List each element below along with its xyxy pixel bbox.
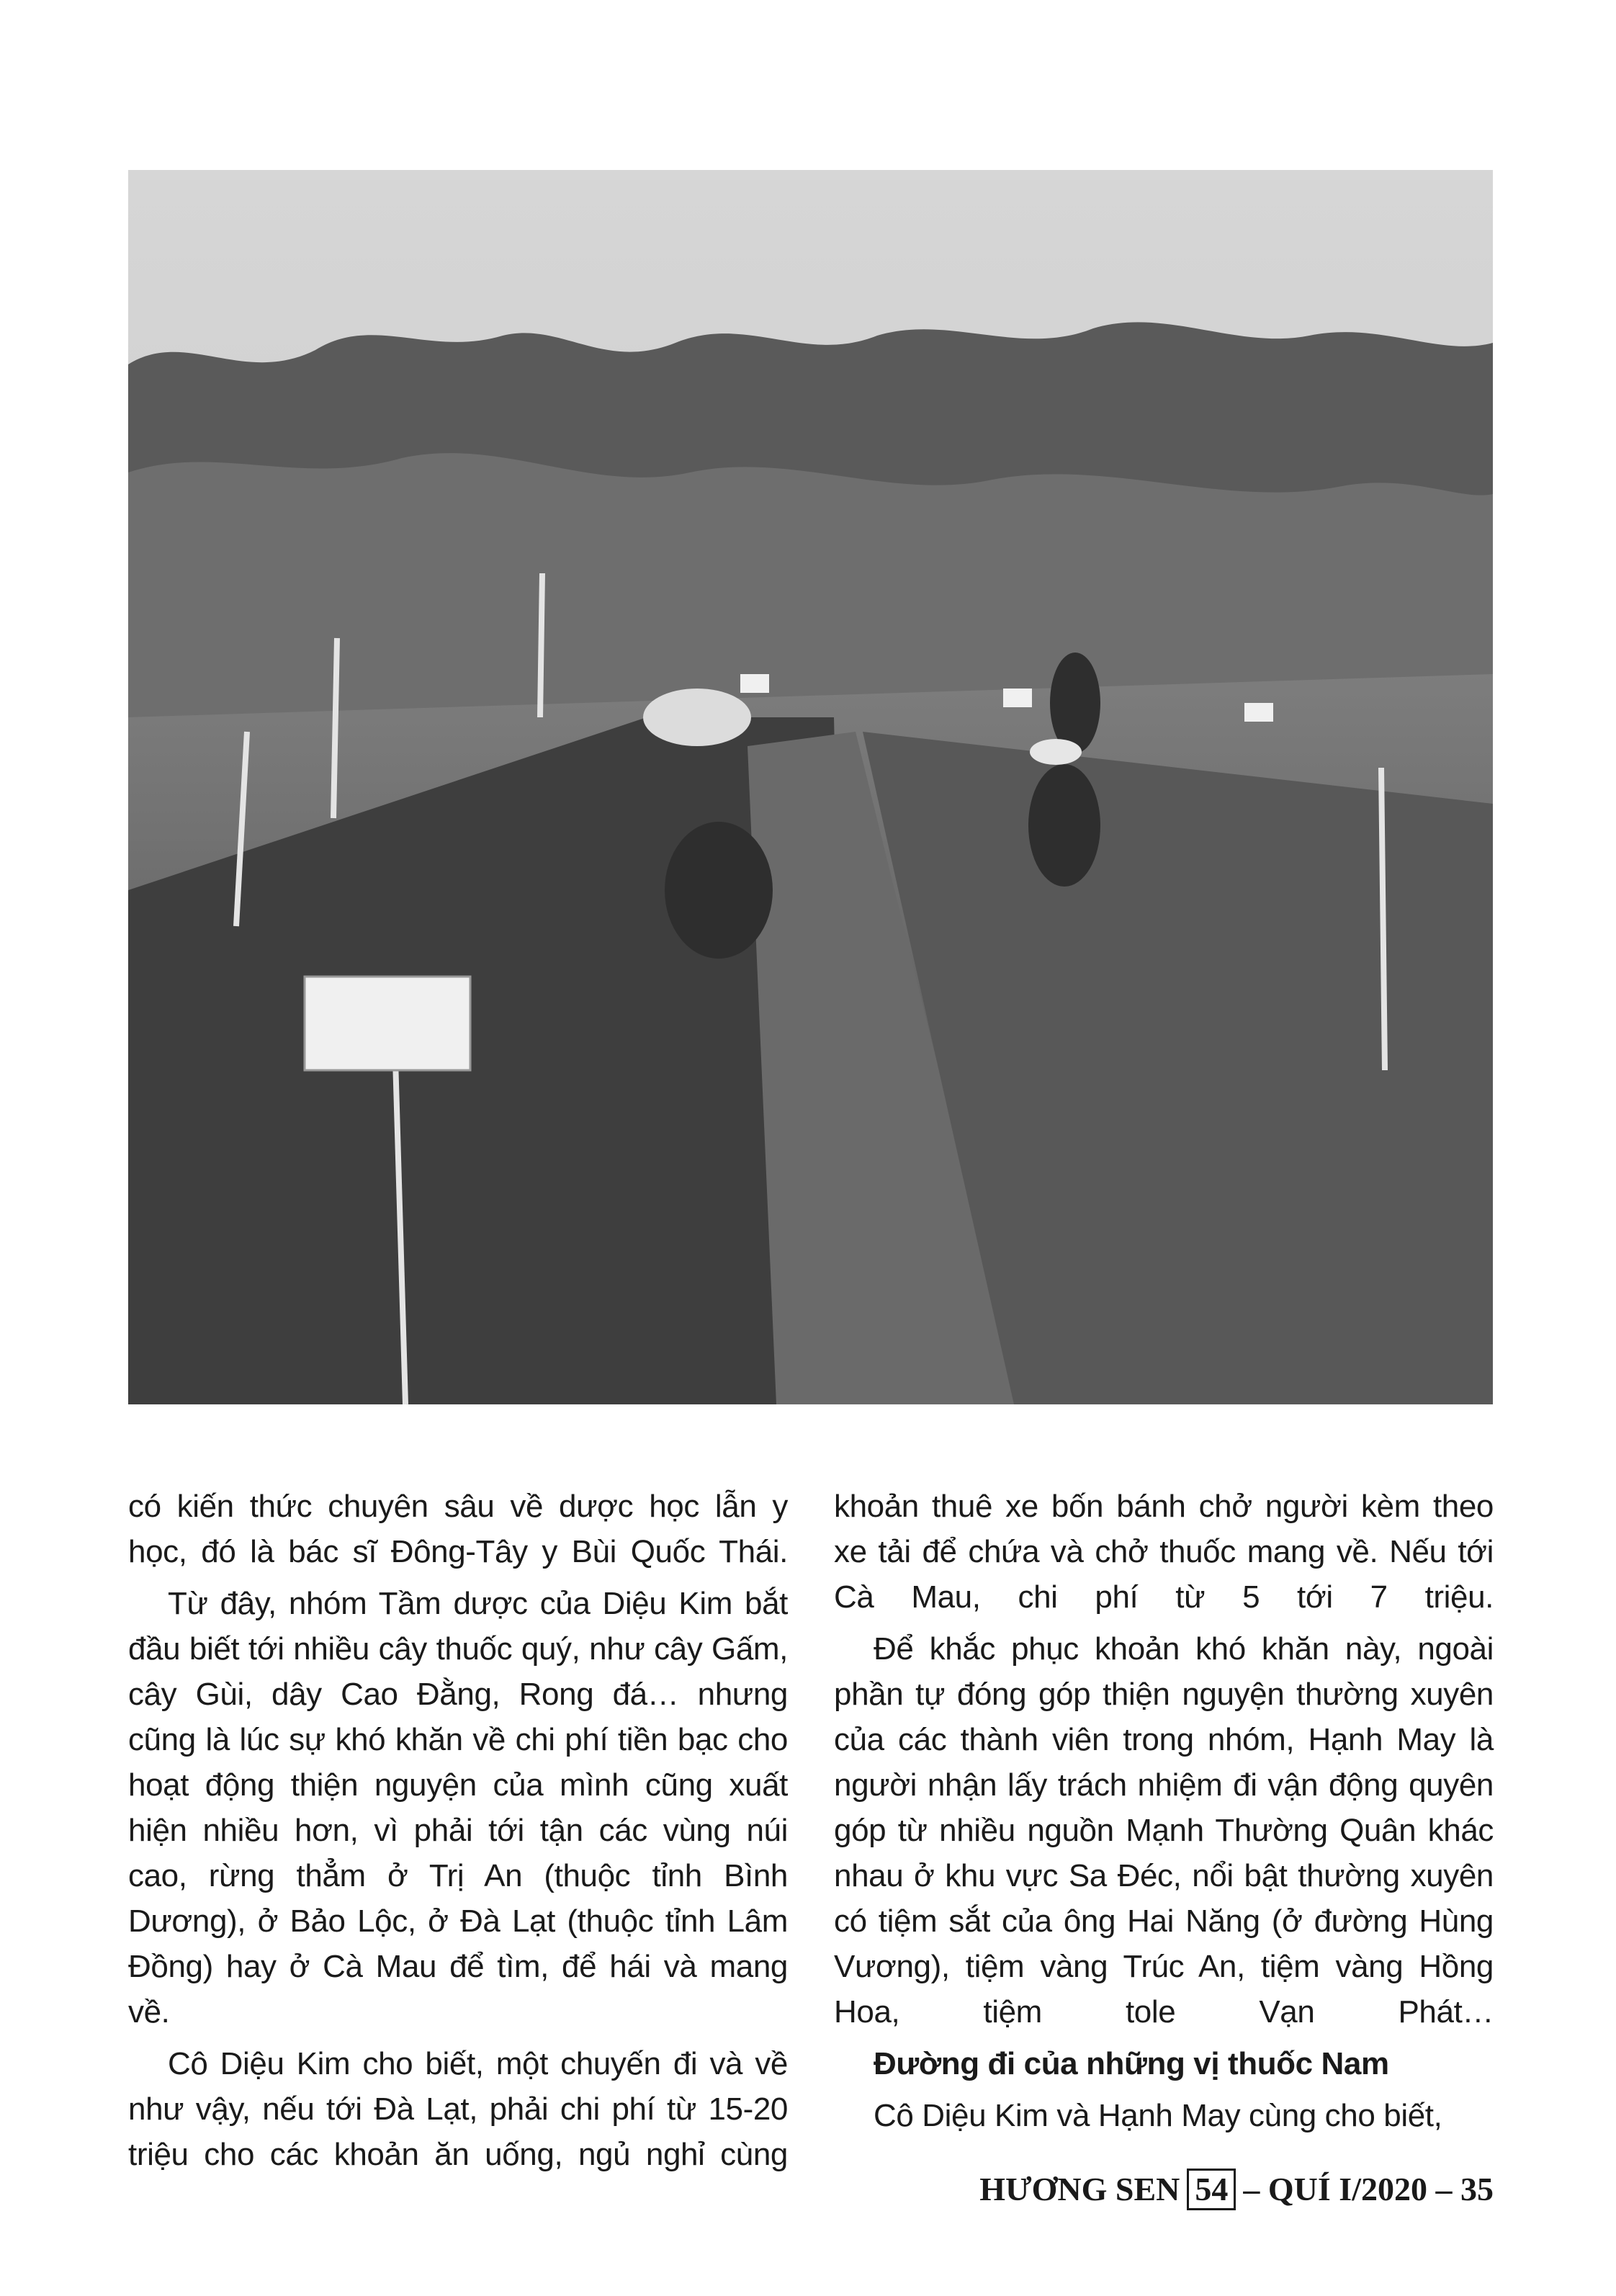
left-column <box>128 1484 788 2184</box>
magazine-name: HƯƠNG SEN <box>979 2171 1180 2207</box>
garden-photo <box>128 170 1493 1404</box>
page-footer <box>979 2168 1494 2211</box>
issue-number: 54 <box>1187 2169 1236 2210</box>
right-column <box>834 1484 1494 2145</box>
garden-photo-illustration <box>128 170 1493 1404</box>
page-number: 35 <box>1460 2171 1494 2207</box>
paragraph: Từ đây, nhóm Tầm dược của Diệu Kim bắt đầu biết tới nhiều cây thuốc quý, như cây Gấm, cây Gùi, dây Cao Đằng, Rong đá… nhưng cũng là lúc sự khó khăn về chi phí tiền bạc cho hoạt động thiện nguyện của mình cũng xuất hiện nhiều hơn, vì phải tới tận các vùng núi cao, rừng thẳm ở Trị An (thuộc tỉnh Bình Dương), ở Bảo Lộc, ở Đà Lạt (thuộc tỉnh Lâm Đồng) hay ở Cà Mau để tìm, để hái và mang về. <box>128 1586 788 2030</box>
paragraph: có kiến thức chuyên sâu về dược học lẫn y học, đó là bác sĩ Đông-Tây y Bùi Quốc Thái. <box>128 1489 788 1569</box>
paragraph: Cô Diệu Kim và Hạnh May cùng cho biết, <box>874 2098 1442 2133</box>
issue-period: – QUÍ I/2020 – <box>1243 2171 1453 2207</box>
paragraph: Cô Diệu Kim cho biết, một chuyến đi và về như vậy, nếu tới Đà Lạt, phải chi phí từ 15-20 triệu cho các khoản ăn uống, ngủ nghỉ cùng <box>128 2046 788 2172</box>
paragraph: khoản thuê xe bốn bánh chở người kèm theo xe tải để chứa và chở thuốc mang về. Nếu tới Cà Mau, chi phí từ 5 tới 7 triệu. <box>834 1489 1494 1615</box>
paragraph: Để khắc phục khoản khó khăn này, ngoài phần tự đóng góp thiện nguyện thường xuyên của các thành viên trong nhóm, Hạnh May là người nhận lấy trách nhiệm đi vận động quyên góp từ nhiều nguồn Mạnh Thường Quân khác nhau ở khu vực Sa Đéc, nổi bật thường xuyên có tiệm sắt của ông Hai Năng (ở đường Hùng Vương), tiệm vàng Trúc An, tiệm vàng Hồng Hoa, tiệm tole Vạn Phát… <box>834 1631 1494 2030</box>
section-heading: Đường đi của những vị thuốc Nam <box>874 2046 1389 2081</box>
